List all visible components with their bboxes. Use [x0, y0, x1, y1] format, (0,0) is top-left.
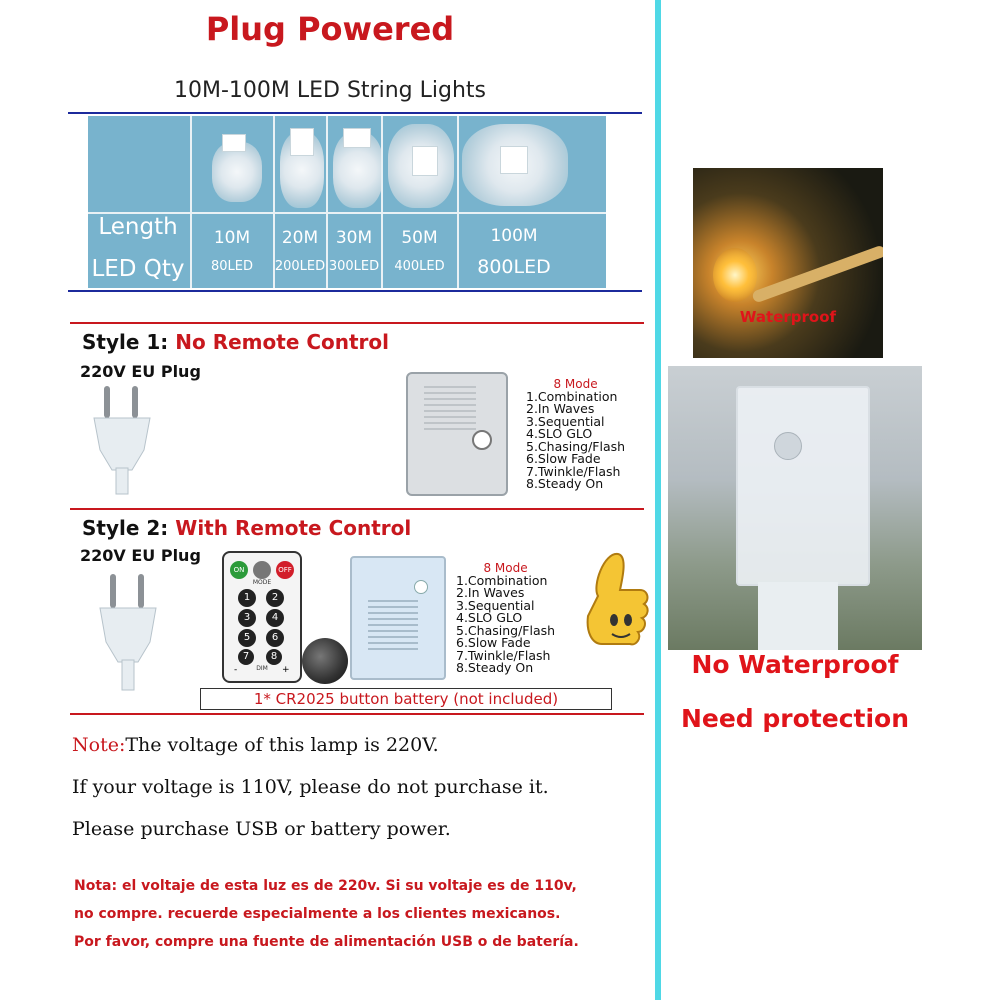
style1-top-divider — [70, 322, 644, 324]
qty-value: 400LED — [394, 259, 445, 274]
length-value: 30M — [335, 228, 373, 248]
remote-mode-label: MODE — [252, 579, 272, 586]
remote-number-button: 2 — [266, 589, 284, 607]
mode-list-style1 — [526, 378, 625, 491]
mode-item: 4.SLO GLO — [526, 426, 593, 441]
mode-list-style2 — [456, 562, 555, 675]
controller-label-lines — [424, 386, 476, 430]
remote-number-button: 5 — [238, 629, 256, 647]
controller-box-image — [343, 128, 371, 148]
spanish-note-3: Por favor, compre una fuente de alimentación USB o de batería. — [74, 934, 579, 950]
eu-plug-icon — [90, 380, 170, 500]
length-value: 50M — [401, 228, 438, 248]
remote-number-button: 1 — [238, 589, 256, 607]
remote-number-button: 8 — [266, 649, 282, 665]
no-waterproof-label: No Waterproof — [691, 650, 899, 679]
controller-label-lines — [368, 600, 418, 650]
qty-value: 200LED — [274, 259, 326, 274]
spanish-note-1: Nota: el voltaje de esta luz es de 220v. Si su voltaje es de 110v, — [74, 878, 577, 894]
remote-number-button: 6 — [266, 629, 284, 647]
remote-timer-button — [253, 561, 271, 579]
controller-button-icon — [774, 432, 802, 460]
spanish-note-2: no compre. recuerde especialmente a los clientes mexicanos. — [74, 906, 561, 922]
pole-icon — [758, 582, 838, 650]
remote-on-button: ON — [230, 561, 248, 579]
controller-box-image — [500, 146, 528, 174]
note-prefix: Note: — [72, 734, 126, 756]
page-subtitle: 10M-100M LED String Lights — [174, 78, 486, 103]
qty-value: 800LED — [477, 256, 551, 278]
controller-box-with-remote — [350, 556, 446, 680]
length-row-label: Length — [98, 214, 178, 240]
mode-item: 5.Chasing/Flash — [526, 438, 626, 454]
remote-off-button: OFF — [276, 561, 294, 579]
style1-plug-label: 220V EU Plug — [80, 362, 201, 381]
vertical-divider — [655, 0, 661, 1000]
mode-item: 7.Twinkle/Flash — [526, 463, 621, 479]
mode-item: 1.Combination — [456, 572, 548, 588]
style1-heading: Style 1: No Remote Control — [82, 330, 390, 354]
mode-item: 4.SLO GLO — [456, 610, 523, 625]
mode-item: 6.Slow Fade — [526, 451, 601, 466]
page-title: Plug Powered — [205, 10, 455, 48]
ir-receiver-icon — [414, 580, 428, 594]
remote-control — [222, 551, 302, 683]
button-battery-icon — [302, 638, 348, 684]
remote-number-button: 4 — [266, 609, 284, 627]
note-line-2: If your voltage is 110V, please do not purchase it. — [72, 776, 549, 798]
mode-list-title: 8 Mode — [483, 561, 528, 575]
divider-top — [68, 112, 642, 114]
qty-value: 80LED — [210, 259, 253, 274]
length-value: 100M — [490, 226, 538, 246]
mode-item: 3.Sequential — [526, 413, 605, 429]
qty-row-label: LED Qty — [91, 256, 185, 282]
no-waterproof-photo — [668, 366, 922, 650]
qty-value: 300LED — [328, 259, 380, 274]
style2-plug-label: 220V EU Plug — [80, 546, 201, 565]
note-line-1: Note:The voltage of this lamp is 220V. — [72, 734, 439, 756]
note-line-3: Please purchase USB or battery power. — [72, 818, 451, 840]
glowing-bulb-icon — [713, 248, 757, 302]
mode-item: 2.In Waves — [526, 401, 595, 416]
battery-note: 1* CR2025 button battery (not included) — [200, 688, 612, 710]
remote-plus: + — [282, 665, 290, 675]
waterproof-bulb-photo — [693, 168, 883, 358]
remote-number-button: 3 — [238, 609, 256, 627]
mode-item: 1.Combination — [526, 388, 618, 404]
remote-dim-label: DIM — [256, 665, 268, 672]
mode-item: 2.In Waves — [456, 585, 525, 600]
need-protection-label: Need protection — [680, 704, 910, 733]
notes-top-divider — [70, 713, 644, 715]
length-value: 20M — [281, 228, 319, 248]
style2-heading: Style 2: With Remote Control — [82, 516, 412, 540]
mode-item: 5.Chasing/Flash — [456, 622, 556, 638]
style2-top-divider — [70, 508, 644, 510]
mode-item: 8.Steady On — [456, 660, 534, 675]
waterproof-label: Waterproof — [739, 308, 837, 326]
controller-box-image — [290, 128, 314, 156]
controller-box-image — [222, 134, 246, 152]
mode-item: 6.Slow Fade — [456, 635, 531, 650]
remote-number-button: 7 — [238, 649, 254, 665]
mode-item: 3.Sequential — [456, 597, 535, 613]
mode-button-icon — [472, 430, 492, 450]
controller-in-bag-icon — [736, 386, 870, 586]
controller-box-image — [412, 146, 438, 176]
mode-list-title: 8 Mode — [553, 377, 598, 391]
remote-minus: - — [234, 665, 238, 675]
mode-item: 8.Steady On — [526, 476, 604, 491]
style2-title: With Remote Control — [175, 516, 412, 540]
eu-plug-icon — [96, 568, 176, 698]
style1-title: No Remote Control — [175, 330, 390, 354]
mode-item: 7.Twinkle/Flash — [456, 647, 551, 663]
divider-bottom — [68, 290, 642, 292]
wire-icon — [751, 244, 883, 303]
controller-box-no-remote — [406, 372, 508, 496]
thumbs-up-icon — [574, 546, 650, 656]
length-value: 10M — [213, 228, 251, 248]
